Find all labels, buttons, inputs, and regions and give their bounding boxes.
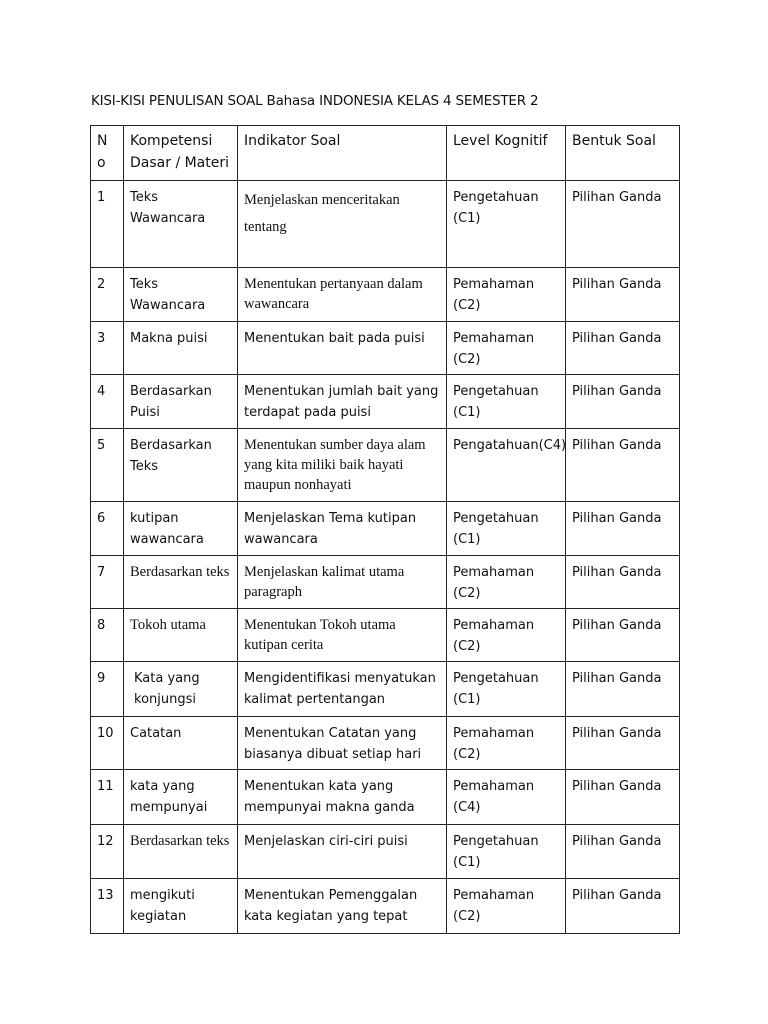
cell-no: 13	[91, 879, 124, 934]
cell-kompetensi: Makna puisi	[124, 322, 238, 375]
cell-no: 12	[91, 825, 124, 879]
cell-no: 4	[91, 375, 124, 429]
cell-bentuk: Pilihan Ganda	[566, 879, 680, 934]
cell-indikator: Menentukan kata yang mempunyai makna ganda	[238, 770, 447, 825]
cell-indikator: Menentukan bait pada puisi	[238, 322, 447, 375]
cell-kompetensi: Catatan	[124, 717, 238, 770]
cell-kompetensi: kutipan wawancara	[124, 502, 238, 556]
header-kompetensi: Kompetensi Dasar / Materi	[124, 126, 238, 181]
cell-indikator: Menentukan pertanyaan dalam wawancara	[238, 268, 447, 322]
cell-no: 5	[91, 429, 124, 502]
cell-kompetensi: Teks Wawancara	[124, 181, 238, 268]
cell-level: Pemahaman (C2)	[447, 322, 566, 375]
cell-indikator: Menentukan Pemenggalan kata kegiatan yang tepat	[238, 879, 447, 934]
table-row	[91, 556, 680, 609]
cell-no: 7	[91, 556, 124, 609]
cell-bentuk: Pilihan Ganda	[566, 556, 680, 609]
cell-kompetensi: Berdasarkan teks	[124, 556, 238, 609]
table-row	[91, 770, 680, 825]
cell-no: 3	[91, 322, 124, 375]
table-row	[91, 717, 680, 770]
cell-kompetensi: mengikuti kegiatan	[124, 879, 238, 934]
cell-indikator: Menentukan jumlah bait yang terdapat pada puisi	[238, 375, 447, 429]
cell-bentuk: Pilihan Ganda	[566, 322, 680, 375]
document-title: KISI-KISI PENULISAN SOAL Bahasa INDONESIA KELAS 4 SEMESTER 2	[91, 93, 539, 109]
cell-level: Pengetahuan (C1)	[447, 825, 566, 879]
cell-kompetensi: Kata yang konjungsi	[124, 662, 238, 717]
table-row	[91, 375, 680, 429]
table-row	[91, 181, 680, 268]
cell-indikator: Menjelaskan Tema kutipan wawancara	[238, 502, 447, 556]
cell-indikator: Mengidentifikasi menyatukan kalimat pertentangan	[238, 662, 447, 717]
kisi-kisi-table	[90, 125, 680, 934]
cell-indikator: Menentukan Tokoh utama kutipan cerita	[238, 609, 447, 662]
cell-bentuk: Pilihan Ganda	[566, 825, 680, 879]
cell-level: Pengetahuan (C1)	[447, 662, 566, 717]
cell-kompetensi: Teks Wawancara	[124, 268, 238, 322]
cell-kompetensi: Berdasarkan Puisi	[124, 375, 238, 429]
cell-indikator: Menjelaskan menceritakan tentang	[238, 181, 447, 268]
header-indikator: Indikator Soal	[238, 126, 447, 181]
cell-bentuk: Pilihan Ganda	[566, 429, 680, 502]
cell-no: 8	[91, 609, 124, 662]
cell-level: Pengetahuan (C1)	[447, 502, 566, 556]
cell-bentuk: Pilihan Ganda	[566, 502, 680, 556]
cell-kompetensi: Tokoh utama	[124, 609, 238, 662]
cell-no: 6	[91, 502, 124, 556]
table-row	[91, 609, 680, 662]
cell-bentuk: Pilihan Ganda	[566, 609, 680, 662]
cell-no: 1	[91, 181, 124, 268]
cell-level: Pengetahuan (C1)	[447, 375, 566, 429]
cell-no: 9	[91, 662, 124, 717]
cell-no: 10	[91, 717, 124, 770]
table-row	[91, 502, 680, 556]
cell-indikator: Menjelaskan ciri-ciri puisi	[238, 825, 447, 879]
table-row	[91, 429, 680, 502]
header-bentuk: Bentuk Soal	[566, 126, 680, 181]
cell-no: 2	[91, 268, 124, 322]
cell-level: Pemahaman (C2)	[447, 609, 566, 662]
cell-level: Pemahaman (C2)	[447, 717, 566, 770]
table-row	[91, 662, 680, 717]
table-header-row	[91, 126, 680, 181]
cell-indikator: Menentukan Catatan yang biasanya dibuat setiap hari	[238, 717, 447, 770]
cell-level: Pemahaman (C2)	[447, 879, 566, 934]
table-row	[91, 879, 680, 934]
cell-kompetensi: kata yang mempunyai	[124, 770, 238, 825]
table-row	[91, 268, 680, 322]
cell-kompetensi: Berdasarkan teks	[124, 825, 238, 879]
cell-bentuk: Pilihan Ganda	[566, 662, 680, 717]
table-row	[91, 322, 680, 375]
cell-no: 11	[91, 770, 124, 825]
header-no: N o	[91, 126, 124, 181]
cell-level: Pengetahuan (C1)	[447, 181, 566, 268]
cell-bentuk: Pilihan Ganda	[566, 181, 680, 268]
cell-bentuk: Pilihan Ganda	[566, 375, 680, 429]
header-level: Level Kognitif	[447, 126, 566, 181]
cell-level: Pemahaman (C2)	[447, 268, 566, 322]
cell-bentuk: Pilihan Ganda	[566, 717, 680, 770]
cell-bentuk: Pilihan Ganda	[566, 770, 680, 825]
cell-kompetensi: Berdasarkan Teks	[124, 429, 238, 502]
table-row	[91, 825, 680, 879]
cell-level: Pemahaman (C4)	[447, 770, 566, 825]
cell-indikator: Menentukan sumber daya alam yang kita miliki baik hayati maupun nonhayati	[238, 429, 447, 502]
cell-level: Pengatahuan(C4)	[447, 429, 566, 502]
cell-level: Pemahaman (C2)	[447, 556, 566, 609]
cell-bentuk: Pilihan Ganda	[566, 268, 680, 322]
cell-indikator: Menjelaskan kalimat utama paragraph	[238, 556, 447, 609]
